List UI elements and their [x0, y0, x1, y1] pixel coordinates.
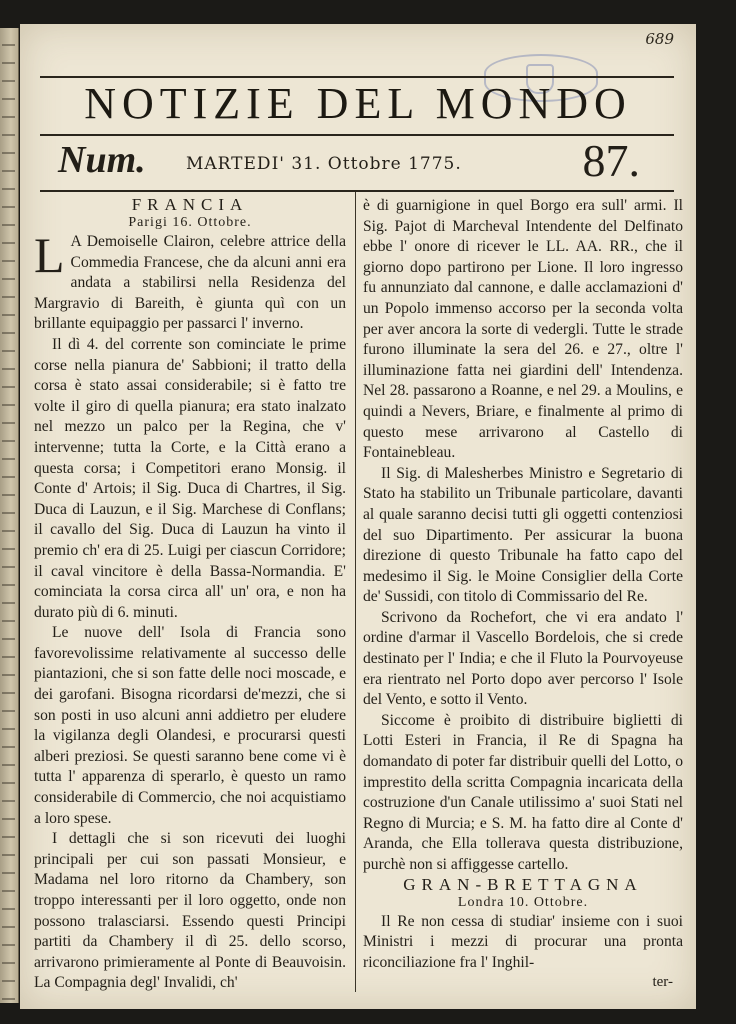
dateline-parigi: Parigi 16. Ottobre.	[128, 215, 252, 230]
article-paragraph: Il Sig. di Malesherbes Ministro e Segretario di Stato ha stabilito un Tribunale particolare, davanti al quale saranno decisi tutti gli oggetti contenziosi del suo Dipartimento. Per assicurar la buona direzione di questo Tribunale ha fatto capo del medesimo il Sig. le Moine Consiglier della Corte de' Sussidi, con titolo di Commissario del Re.	[363, 464, 683, 606]
section-heading-gran-brettagna: GRAN-BRETTAGNA	[403, 874, 643, 894]
article-paragraph: Il Re non cessa di studiar' insieme con i suoi Ministri i mezzi di procurar una pronta riconciliazione fra l' Inghil-	[363, 912, 683, 971]
right-column	[363, 196, 683, 991]
rule-top	[40, 76, 674, 78]
issue-number: 87.	[582, 135, 640, 186]
article-paragraph: Scrivono da Rochefort, che vi era andato l' ordine d'armar il Vascello Bordelois, che si crede destinato per l' India; e che il Fluto la Pourvoyeuse era rientrato nel Porto dopo aver percorso l' Isole del Vento, e sotto il Vento.	[363, 608, 683, 709]
dateline-londra: Londra 10. Ottobre.	[457, 894, 589, 910]
rule-middle	[40, 134, 674, 136]
article-paragraph: Siccome è proibito di distribuire biglietti di Lotti Esteri in Francia, il Re di Spagna ha domandato di poter far distribuir quelli del Lotto, o imprestito della scritta Compagnia incaricata della costruzione d'un Canale utilissimo a' suoi Stati nel Regno di Murcia; e S. M. ha fatto dire al Conte d' Aranda, che Ella tollerava questa distribuzione, purchè non si affiggesse cartello.	[363, 711, 683, 873]
article-paragraph: I dettagli che si son ricevuti dei luoghi principali per cui son passati Monsieur, e Madama nel loro ritorno da Chambery, son troppo interessanti per il loro oggetto, onde non possono tralasciarsi. Essendo questi Principi partiti da Chambery il dì 25. dello scorso, arrivarono primieramente al Ponte di Beauvoisin. La Compagnia degl' Invalidi, ch'	[34, 830, 346, 992]
article-paragraph: L A Demoiselle Clairon, celebre attrice della Commedia Francese, che da alcuni anni era andata a stabilirsi nella Residenza del Margravio di Bareith, è giunta quì con un brillante equipaggio per passarci l' inverno.	[34, 227, 346, 333]
section-heading-francia: FRANCIA	[131, 195, 249, 214]
left-column	[34, 196, 346, 994]
article-paragraph: Le nuove dell' Isola di Francia sono favorevolissime relativamente al successo delle piantazioni, che si son fatte delle noci moscade, e dei garofani. Bisogna ricordarsi de'mezzi, che si son posti in uso alcuni anni addietro per eludere la vigilanza degli Olandesi, e procurarsi questi alberi preziosi. Se questi saranno bene come vi è tutta l' apparenza di sperarlo, è questo un ramo considerabile di Commercio, che noi acquistiamo a loro spese.	[34, 624, 346, 827]
article-paragraph: è di guarnigione in quel Borgo era sull' armi. Il Sig. Pajot di Marcheval Intendente del Delfinato ebbe l' onore di ricever le LL. AA. RR., che il giorno dopo partirono per Lione. Il loro ingresso fu annunziato dal cannone, e dalle acclamazioni d' un Popolo immenso accorso per la seconda volta per aver ancora la sorte di vedergli. Tutte le strade furono illuminate la sera del 26. e 27., oltre l' illuminazione fatta nei giardini dell' Intendenza. Nel 28. passarono a Roanne, e nel 29. a Moulins, e quindi a Nevers, Briare, e finalmente al primo di questo mese arrivarono al Castello di Fontainebleau.	[363, 197, 683, 462]
drop-cap: L	[34, 227, 65, 283]
column-divider	[355, 192, 356, 992]
issue-line	[46, 135, 670, 188]
page-number: 689	[645, 30, 674, 48]
masthead-title: NOTIZIE DEL MONDO	[84, 79, 632, 128]
newspaper-page	[20, 24, 696, 1009]
issue-date: MARTEDI' 31. Ottobre 1775.	[186, 154, 462, 174]
catchword: ter-	[652, 974, 673, 991]
previous-page-edge	[0, 28, 19, 1003]
rule-bottom	[40, 190, 674, 192]
article-paragraph: Il dì 4. del corrente son cominciate le prime corse nella pianura de' Sabbioni; il tratto della corsa è stato assai considerabile; si è fatto tre volte il giro di quella pianura; era stato inalzato nel mezzo un palco per la Regina, che v' intervenne; tutta la Corte, e la Città erano a questa corsa; i Competitori erano Monsig. il Conte d' Artois; il Sig. Duca di Chartres, il Sig. Duca di Lauzun, e il Sig. Marchese di Conflans; il cavallo del Sig. Duca di Lauzun ha vinto il premio ch' era di 25. Luigi per ciascun Corridore; il caval vincitore è della Bassa-Normandia. E' cominciata la corsa circa all' un' ora, e non ha durato più di 6. minuti.	[34, 335, 346, 621]
issue-num-label: Num.	[58, 139, 146, 181]
